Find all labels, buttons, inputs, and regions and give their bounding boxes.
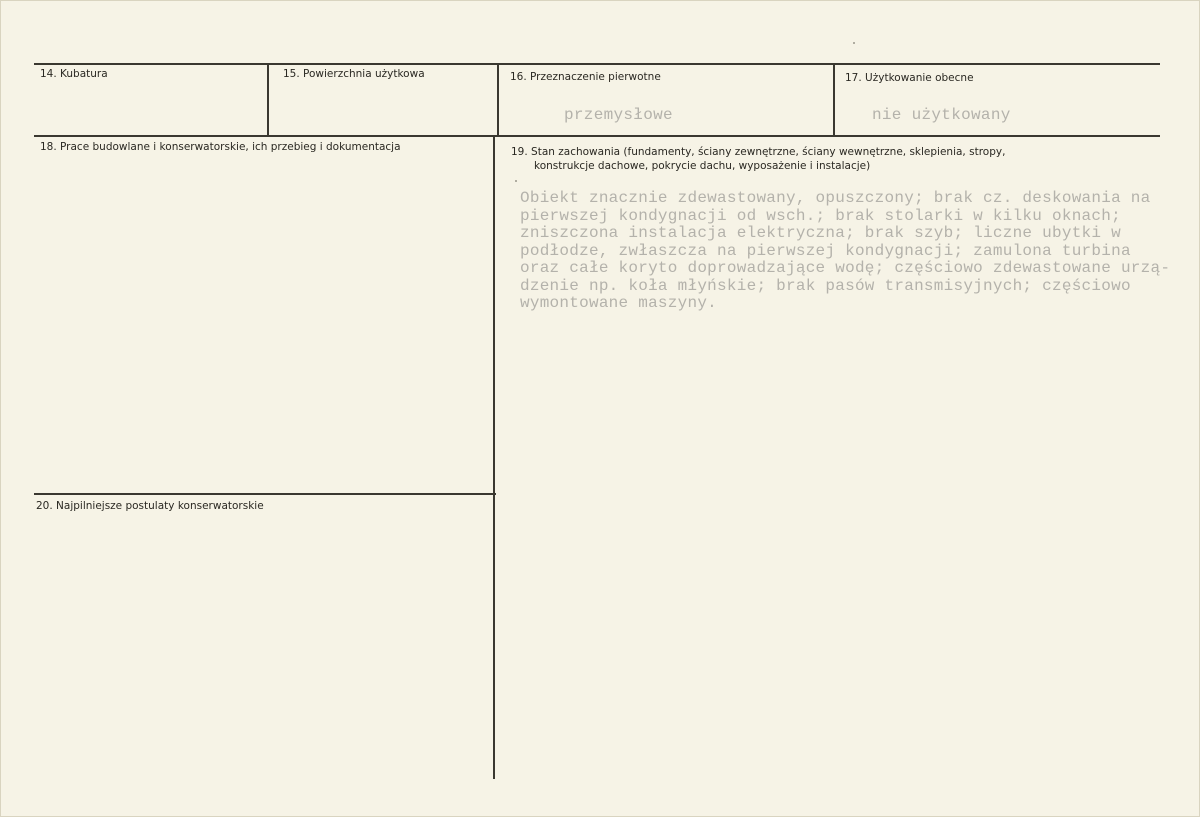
field-19-label-line2: konstrukcje dachowe, pokrycie dachu, wyposażenie i instalacje) (534, 160, 871, 172)
field-19-label-line1: 19. Stan zachowania (fundamenty, ściany zewnętrzne, ściany wewnętrzne, sklepienia, stropy, (511, 146, 1006, 158)
field-19-line: zniszczona instalacja elektryczna; brak szyb; liczne ubytki w (520, 224, 1121, 242)
field-15-label: 15. Powierzchnia użytkowa (283, 68, 425, 80)
divider-15-16 (497, 64, 499, 135)
section18-bottom-rule (34, 493, 496, 495)
field-17-label: 17. Użytkowanie obecne (845, 72, 974, 84)
field-19-line: dzenie np. koła młyńskie; brak pasów transmisyjnych; częściowo (520, 276, 1131, 295)
field-14-label: 14. Kubatura (40, 68, 108, 80)
field-18-label: 18. Prace budowlane i konserwatorskie, ich przebieg i dokumentacja (40, 141, 401, 153)
field-19-line: oraz całe koryto doprowadzające wodę; częściowo zdewastowane urzą- (520, 259, 1171, 277)
row1-bottom-rule (34, 135, 1160, 137)
field-16-label: 16. Przeznaczenie pierwotne (510, 71, 661, 83)
field-19-line: wymontowane maszyny. (520, 294, 718, 312)
main-column-divider (493, 136, 495, 779)
top-rule (34, 63, 1160, 65)
field-16-value: przemysłowe (564, 106, 673, 124)
paper-speck (853, 42, 855, 44)
field-19-line: podłodze, zwłaszcza na pierwszej kondygnacji; zamulona turbina (520, 241, 1131, 260)
field-19-line: Obiekt znacznie zdewastowany, opuszczony; brak cz. deskowania na (520, 189, 1151, 207)
field-20-label: 20. Najpilniejsze postulaty konserwatorskie (36, 500, 264, 512)
field-17-value: nie użytkowany (872, 106, 1011, 124)
field-19-line: pierwszej kondygnacji od wsch.; brak stolarki w kilku oknach; (520, 206, 1121, 225)
divider-16-17 (833, 64, 835, 135)
paper-speck (515, 180, 517, 182)
divider-14-15 (267, 64, 269, 135)
